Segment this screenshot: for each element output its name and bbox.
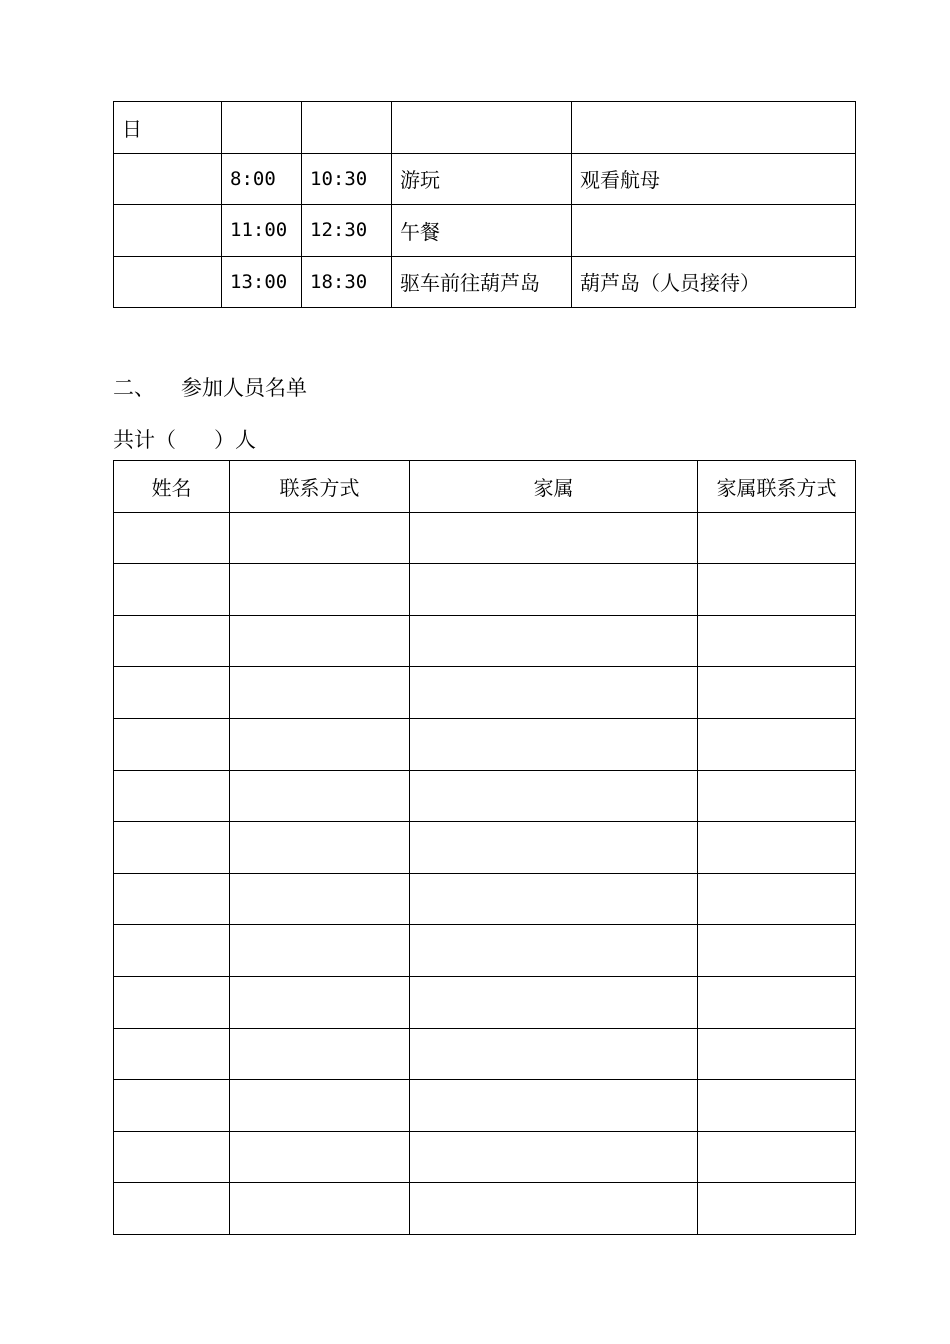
roster-cell[interactable]	[410, 667, 698, 719]
roster-cell[interactable]	[410, 564, 698, 616]
roster-row	[114, 1080, 856, 1132]
roster-header-cell: 家属	[410, 461, 698, 513]
schedule-cell: 18:30	[302, 256, 392, 308]
schedule-cell: 日	[114, 102, 222, 154]
roster-cell[interactable]	[698, 822, 856, 874]
roster-cell[interactable]	[698, 1028, 856, 1080]
schedule-cell	[392, 102, 572, 154]
roster-row	[114, 512, 856, 564]
roster-cell[interactable]	[410, 873, 698, 925]
schedule-cell: 10:30	[302, 153, 392, 205]
section-heading	[113, 372, 307, 402]
schedule-cell: 葫芦岛（人员接待）	[572, 256, 856, 308]
roster-cell[interactable]	[698, 564, 856, 616]
roster-cell[interactable]	[698, 770, 856, 822]
roster-cell[interactable]	[230, 770, 410, 822]
schedule-cell	[114, 205, 222, 257]
schedule-cell: 驱车前往葫芦岛	[392, 256, 572, 308]
roster-cell[interactable]	[114, 1028, 230, 1080]
roster-cell[interactable]	[230, 1028, 410, 1080]
roster-cell[interactable]	[114, 667, 230, 719]
schedule-cell: 游玩	[392, 153, 572, 205]
roster-cell[interactable]	[410, 1028, 698, 1080]
roster-cell[interactable]	[230, 976, 410, 1028]
roster-cell[interactable]	[230, 1183, 410, 1235]
schedule-cell	[572, 102, 856, 154]
roster-cell[interactable]	[698, 718, 856, 770]
roster-cell[interactable]	[114, 718, 230, 770]
roster-cell[interactable]	[410, 1183, 698, 1235]
roster-cell[interactable]	[114, 1080, 230, 1132]
roster-table	[113, 460, 856, 1235]
schedule-cell	[222, 102, 302, 154]
roster-cell[interactable]	[230, 873, 410, 925]
roster-cell[interactable]	[114, 770, 230, 822]
roster-row	[114, 564, 856, 616]
schedule-cell: 12:30	[302, 205, 392, 257]
schedule-row	[114, 153, 856, 205]
roster-cell[interactable]	[698, 925, 856, 977]
roster-row	[114, 873, 856, 925]
roster-cell[interactable]	[410, 822, 698, 874]
schedule-cell: 8:00	[222, 153, 302, 205]
roster-cell[interactable]	[114, 512, 230, 564]
roster-cell[interactable]	[114, 925, 230, 977]
roster-cell[interactable]	[230, 925, 410, 977]
schedule-cell: 午餐	[392, 205, 572, 257]
roster-cell[interactable]	[114, 822, 230, 874]
roster-cell[interactable]	[698, 1080, 856, 1132]
roster-cell[interactable]	[698, 976, 856, 1028]
total-prefix: 共计（	[113, 428, 176, 452]
roster-cell[interactable]	[114, 1183, 230, 1235]
roster-cell[interactable]	[410, 925, 698, 977]
schedule-cell	[572, 205, 856, 257]
roster-row	[114, 976, 856, 1028]
roster-cell[interactable]	[230, 718, 410, 770]
schedule-cell	[114, 153, 222, 205]
section-number: 二、	[113, 376, 155, 400]
section-title: 参加人员名单	[181, 376, 307, 400]
roster-cell[interactable]	[698, 667, 856, 719]
schedule-cell: 11:00	[222, 205, 302, 257]
roster-cell[interactable]	[410, 770, 698, 822]
roster-cell[interactable]	[410, 976, 698, 1028]
roster-cell[interactable]	[230, 667, 410, 719]
roster-row	[114, 1028, 856, 1080]
roster-row	[114, 1131, 856, 1183]
roster-row	[114, 718, 856, 770]
schedule-cell: 13:00	[222, 256, 302, 308]
roster-cell[interactable]	[230, 564, 410, 616]
roster-cell[interactable]	[114, 564, 230, 616]
roster-cell[interactable]	[114, 873, 230, 925]
roster-cell[interactable]	[114, 1131, 230, 1183]
roster-row	[114, 1183, 856, 1235]
roster-cell[interactable]	[410, 1080, 698, 1132]
roster-row	[114, 615, 856, 667]
roster-cell[interactable]	[698, 1183, 856, 1235]
roster-header-cell: 家属联系方式	[698, 461, 856, 513]
roster-cell[interactable]	[410, 615, 698, 667]
total-count-line	[113, 424, 256, 454]
roster-cell[interactable]	[230, 615, 410, 667]
total-suffix: ）人	[214, 428, 256, 452]
roster-cell[interactable]	[698, 873, 856, 925]
schedule-cell	[114, 256, 222, 308]
schedule-cell	[302, 102, 392, 154]
roster-row	[114, 822, 856, 874]
schedule-table	[113, 101, 856, 308]
roster-row	[114, 770, 856, 822]
roster-cell[interactable]	[114, 615, 230, 667]
schedule-cell: 观看航母	[572, 153, 856, 205]
roster-header-row	[114, 461, 856, 513]
roster-header-cell: 联系方式	[230, 461, 410, 513]
roster-cell[interactable]	[410, 512, 698, 564]
roster-cell[interactable]	[410, 718, 698, 770]
roster-cell[interactable]	[410, 1131, 698, 1183]
roster-cell[interactable]	[114, 976, 230, 1028]
roster-cell[interactable]	[230, 1080, 410, 1132]
roster-row	[114, 925, 856, 977]
roster-cell[interactable]	[698, 1131, 856, 1183]
schedule-row	[114, 205, 856, 257]
schedule-row	[114, 102, 856, 154]
schedule-row	[114, 256, 856, 308]
roster-row	[114, 667, 856, 719]
roster-cell[interactable]	[230, 512, 410, 564]
roster-header-cell: 姓名	[114, 461, 230, 513]
roster-cell[interactable]	[698, 615, 856, 667]
roster-cell[interactable]	[698, 512, 856, 564]
roster-cell[interactable]	[230, 822, 410, 874]
roster-cell[interactable]	[230, 1131, 410, 1183]
